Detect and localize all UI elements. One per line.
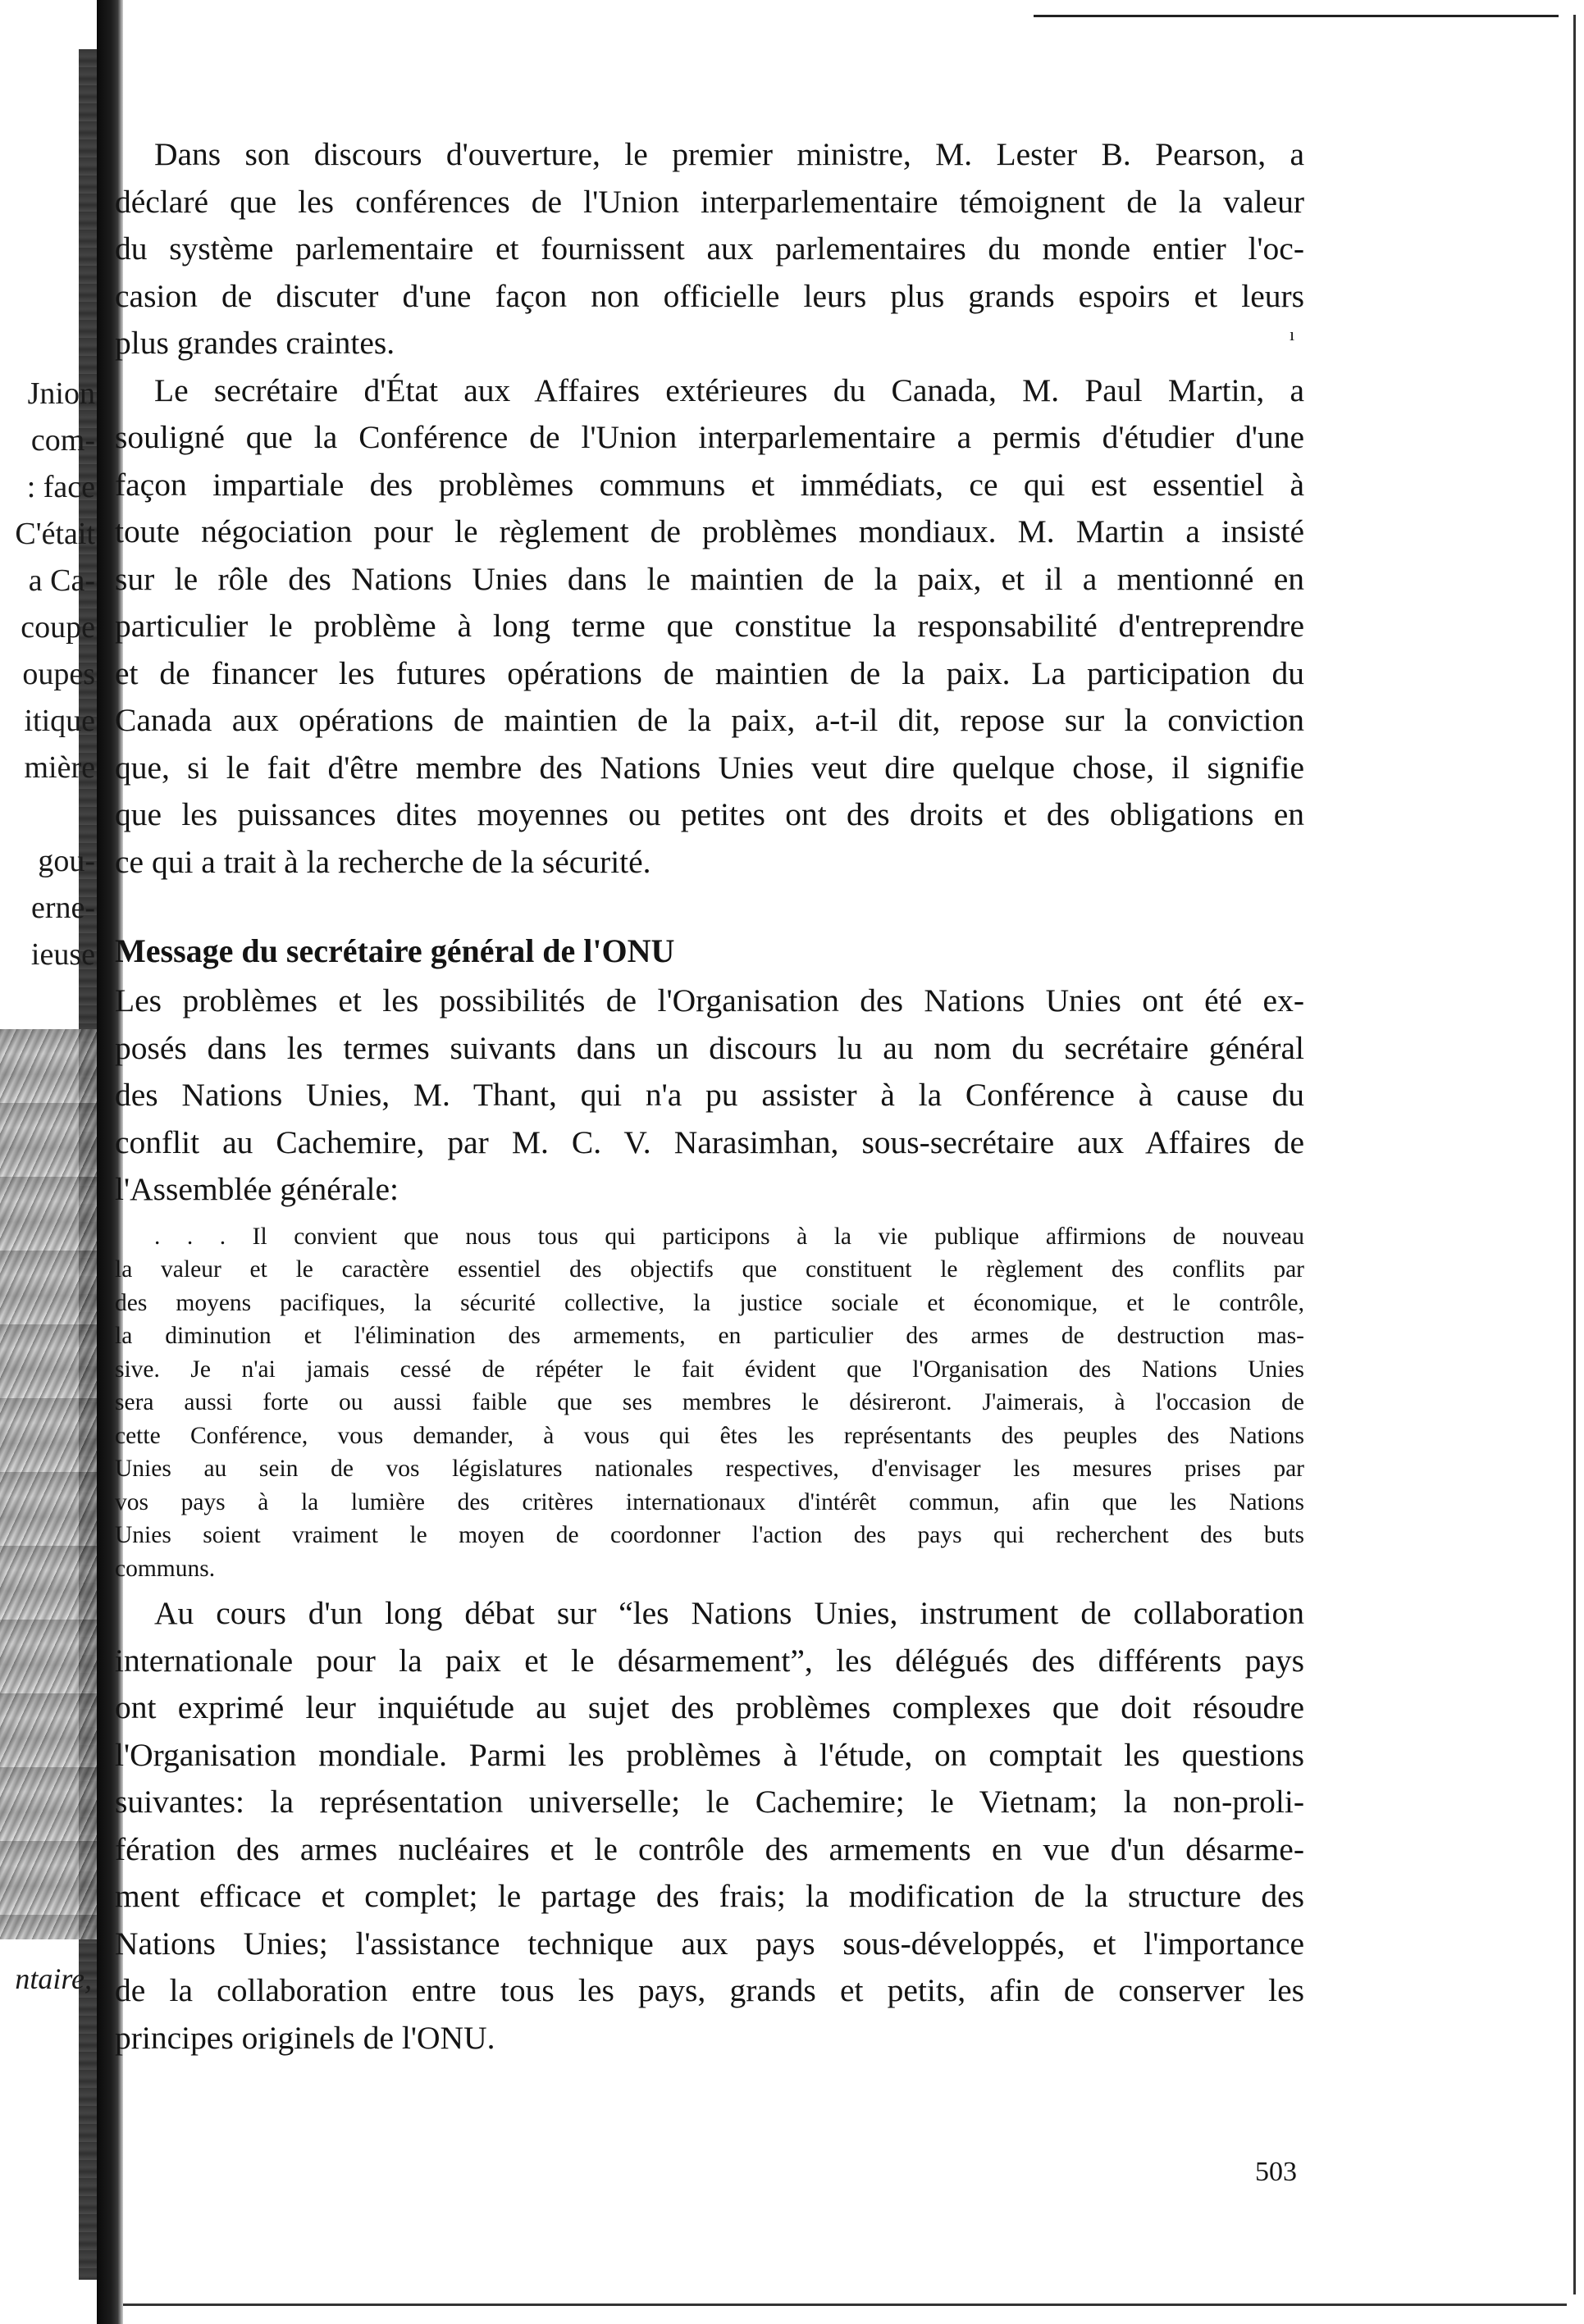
- margin-fragment: [0, 791, 95, 838]
- text-line: internationale pour la paix et le désarmement”, les délégués des différents pays: [115, 1642, 1304, 1679]
- adjacent-page-photo-fragment: [0, 1029, 97, 1939]
- quote-line: communs.: [115, 1555, 216, 1582]
- quote-line: . . . Il convient que nous tous qui participons à la vie publique affirmions de nouveau: [154, 1223, 1304, 1250]
- text-line: Les problèmes et les possibilités de l'Organisation des Nations Unies ont été ex-: [115, 982, 1304, 1018]
- text-line: ment efficace et complet; le partage des frais; la modification de la structure des: [115, 1878, 1304, 1914]
- margin-fragment: ieuse: [30, 937, 95, 972]
- text-line: souligné que la Conférence de l'Union interparlementaire a permis d'étudier d'une: [115, 419, 1304, 455]
- margin-fragment: mière: [24, 750, 95, 785]
- margin-fragment-bottom: ntaire,: [15, 1962, 92, 1995]
- quote-line: cette Conférence, vous demander, à vous qui êtes les représentants des peuples des Nations: [115, 1422, 1304, 1449]
- text-line: Canada aux opérations de maintien de la paix, a-t-il dit, repose sur la conviction: [115, 702, 1304, 738]
- paragraph-martin: [115, 367, 1304, 886]
- quote-line: Unies soient vraiment le moyen de coordonner l'action des pays qui recherchent des buts: [115, 1522, 1304, 1548]
- quote-line: sera aussi forte ou aussi faible que ses membres le désireront. J'aimerais, à l'occasion de: [115, 1389, 1304, 1415]
- text-line: toute négociation pour le règlement de problèmes mondiaux. M. Martin a insisté: [115, 513, 1304, 549]
- text-line: ont exprimé leur inquiétude au sujet des problèmes complexes que doit résoudre: [115, 1689, 1304, 1725]
- stray-mark: ı: [1290, 324, 1295, 344]
- margin-fragment: com-: [30, 423, 95, 458]
- quote-line: la valeur et le caractère essentiel des objectifs que constituent le règlement des conflits par: [115, 1256, 1304, 1283]
- text-line: plus grandes craintes.: [115, 325, 395, 361]
- text-line: façon impartiale des problèmes communs et immédiats, ce qui est essentiel à: [115, 466, 1304, 503]
- bottom-edge-rule: [123, 2303, 1567, 2306]
- top-rule: [1034, 15, 1559, 17]
- text-line: conflit au Cachemire, par M. C. V. Narasimhan, sous-secrétaire aux Affaires de: [115, 1123, 1304, 1160]
- block-quote-thant: [115, 1220, 1304, 1586]
- margin-fragment: a Ca-: [28, 563, 95, 598]
- page-body: [115, 131, 1304, 2062]
- text-line: l'Organisation mondiale. Parmi les problèmes à l'étude, on comptait les questions: [115, 1736, 1304, 1773]
- margin-fragment: gou-: [38, 844, 95, 878]
- text-line: Nations Unies; l'assistance technique aux pays sous-développés, et l'importance: [115, 1925, 1304, 1962]
- quote-line: vos pays à la lumière des critères internationaux d'intérêt commun, afin que les Nations: [115, 1488, 1304, 1515]
- text-line: principes originels de l'ONU.: [115, 2019, 495, 2056]
- margin-fragment: : face: [26, 470, 95, 504]
- adjacent-page-text-fragments: [0, 371, 95, 978]
- text-line: Dans son discours d'ouverture, le premier ministre, M. Lester B. Pearson, a: [154, 136, 1304, 172]
- text-line: Le secrétaire d'État aux Affaires extérieures du Canada, M. Paul Martin, a: [154, 371, 1304, 408]
- text-line: sur le rôle des Nations Unies dans le maintien de la paix, et il a mentionné en: [115, 560, 1304, 597]
- text-line: ce qui a trait à la recherche de la sécurité.: [115, 843, 651, 880]
- quote-line: sive. Je n'ai jamais cessé de répéter le fait évident que l'Organisation des Nations Unies: [115, 1356, 1304, 1383]
- margin-fragment: Jnion: [27, 376, 95, 411]
- text-line: casion de discuter d'une façon non officielle leurs plus grands espoirs et leurs: [115, 277, 1304, 314]
- margin-fragment: erne-: [30, 891, 95, 925]
- text-line: des Nations Unies, M. Thant, qui n'a pu assister à la Conférence à cause du: [115, 1077, 1304, 1113]
- right-edge-rule: [1573, 15, 1576, 2294]
- quote-line: Unies au sein de vos législatures nationales respectives, d'envisager les mesures prises par: [115, 1456, 1304, 1482]
- margin-fragment: itique: [24, 704, 95, 738]
- text-line: que, si le fait d'être membre des Nations Unies veut dire quelque chose, il signifie: [115, 749, 1304, 786]
- text-line: déclaré que les conférences de l'Union interparlementaire témoignent de la valeur: [115, 183, 1304, 220]
- margin-fragment: oupes: [22, 657, 95, 691]
- paragraph-debate: [115, 1590, 1304, 2062]
- text-line: suivantes: la représentation universelle; le Cachemire; le Vietnam; la non-proli-: [115, 1784, 1304, 1820]
- section-heading: Message du secrétaire général de l'ONU: [115, 932, 675, 969]
- text-line: de la collaboration entre tous les pays, grands et petits, afin de conserver les: [115, 1972, 1304, 2008]
- text-line: Au cours d'un long débat sur “les Nations Unies, instrument de collaboration: [154, 1595, 1304, 1631]
- text-line: fération des armes nucléaires et le contrôle des armements en vue d'un désarme-: [115, 1830, 1304, 1867]
- margin-fragment: coupe: [21, 610, 95, 645]
- paragraph-pearson: [115, 131, 1304, 367]
- text-line: du système parlementaire et fournissent aux parlementaires du monde entier l'oc-: [115, 230, 1304, 267]
- text-line: que les puissances dites moyennes ou petites ont des droits et des obligations en: [115, 796, 1304, 832]
- paragraph-un-problems: [115, 977, 1304, 1214]
- margin-fragment: C'était: [15, 517, 95, 551]
- quote-line: la diminution et l'élimination des armements, en particulier des armes de destruction mas-: [115, 1323, 1304, 1349]
- text-line: et de financer les futures opérations de maintien de la paix. La participation du: [115, 654, 1304, 691]
- page-number: 503: [1255, 2157, 1297, 2187]
- text-line: particulier le problème à long terme que constitue la responsabilité d'entreprendre: [115, 608, 1304, 644]
- text-line: posés dans les termes suivants dans un discours lu au nom du secrétaire général: [115, 1029, 1304, 1066]
- text-line: l'Assemblée générale:: [115, 1171, 399, 1207]
- quote-line: des moyens pacifiques, la sécurité collective, la justice sociale et économique, et le contrôle,: [115, 1289, 1304, 1316]
